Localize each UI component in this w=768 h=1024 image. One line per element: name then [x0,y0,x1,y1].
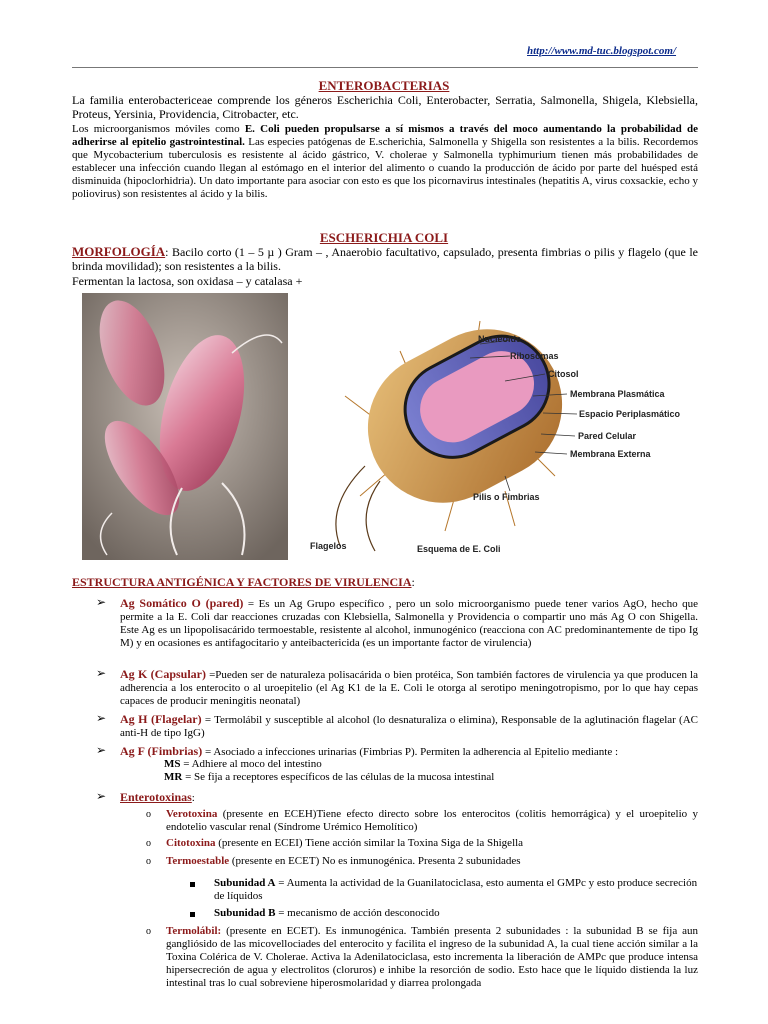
label-espacio-periplasmatico: Espacio Periplasmático [579,409,681,419]
circle-bullet-icon: o [146,926,151,937]
mr-line: MR = Se fija a receptores específicos de las células de la mucosa intestinal [164,771,495,783]
label-ribosomas: Ribosomas [510,351,559,361]
enterobacterias-title: ENTEROBACTERIAS [318,78,450,93]
morfologia-label: MORFOLOGÍA [72,244,166,259]
estructura-antigenica-heading: ESTRUCTURA ANTIGÉNICA Y FACTORES DE VIRULENCIA: [72,575,415,589]
citotoxina-item: Citotoxina (presente en ECEI) Tiene acción similar la Toxina Siga de la Shigella [166,837,524,849]
fermentation-line: Fermentan la lactosa, son oxidasa – y catalasa + [72,274,303,288]
ecoli-schematic-svg [305,296,697,558]
escherichia-coli-title: ESCHERICHIA COLI [319,230,449,245]
circle-bullet-icon: o [146,809,151,820]
termolabil-item: Termolábil: (presente en ECET). Es inmunogénica. También presenta 2 subunidades : la subunidad B se fija aun gangliósido de las micovellociades del enterocito y facilita el ingreso de la subunidad A, la cual tiene acción similar a la Toxina Colérica de V. Cholerae. Activa la Adenilatociclasa, esto incrementa la liberación de AMPc que produce intensa hipersecreción de agua y electrolitos (cloruros) e inhibe la resorción de sodio. Esto hace que le líquido distienda la luz intestinal tras lo cual sobreviene hiperosmolaridad y diarrea prolongada [166,925,698,989]
ecoli-illustration-svg [82,293,288,560]
label-pilis-fimbrias: Pilis o Fimbrias [473,492,540,502]
ecoli-schematic [305,296,697,558]
ag-fimbrias-item: Ag F (Fimbrias) = Asociado a infecciones urinarias (Fimbrias P). Permiten la adherencia al Epitelio mediante : [120,744,619,758]
square-bullet-icon [190,882,195,887]
circle-bullet-icon: o [146,838,151,849]
ms-line: MS = Adhiere al moco del intestino [164,758,322,770]
subunidad-b-item: Subunidad B = mecanismo de acción desconocido [214,907,440,919]
ag-somatico-item: Ag Somático O (pared) = Es un Ag Grupo específico , pero un solo microorganismo puede tener varios AgO, hecho que permite a la E. Coli dar reacciones cruzadas con Klebsiella, Salmonella y Providencia o compartir uno más Ag O con Shigella. Este Ag es un lipopolisacárido termoestable, resistente al alcohol, inmunogénico (reacciona con AC predominantemente de tipo Ig M) y en ocasiones es antifagocitario y anteibactericida (es un importante factor de virulencia) [120,596,698,649]
label-membrana-externa: Membrana Externa [570,449,651,459]
label-citosol: Citosol [548,369,579,379]
label-flagelos: Flagelos [310,541,347,551]
termoestable-item: Termoestable (presente en ECET) No es inmunogénica. Presenta 2 subunidades [166,855,521,867]
morfologia-paragraph: MORFOLOGÍA: Bacilo corto (1 – 5 µ ) Gram – , Anaerobio facultativo, capsulado, presenta fimbrias o pilis y flagelo (que le brinda movilidad); son resistentes a la bilis. [72,244,698,273]
enterobacterias-paragraph-2: Los microorganismos móviles como E. Coli pueden propulsarse a sí mismos a través del moco aumentando la probabilidad de adherirse al epitelio gastrointestinal. Las especies patógenas de E.scherichia, Salmonella y Shigella son resistentes a la bilis. Recordemos que Mycobacterium tuberculosis es resistente al ácido gástrico, V. cholerae y Salmonella typhimurium tienen más probabilidades de establecer una infección cuando llegan al estómago en el interior del alimento o cuando la producción de ácido por parte del huésped está disminuida (hipoclorhidria). Un dato importante para asociar con esto es que los picornavirus intestinales (hepatitis A, virus coxsackie, echo y poliovirus) son resistentes al ácido y la bilis. [72,123,698,200]
blog-url-link[interactable]: http://www.md-tuc.blogspot.com/ [527,45,677,57]
label-esquema: Esquema de E. Coli [417,544,501,554]
label-membrana-plasmatica: Membrana Plasmática [570,389,665,399]
arrow-bullet-icon: ➢ [96,743,107,757]
label-pared-celular: Pared Celular [578,431,637,441]
enterotoxinas-heading: Enterotoxinas: [120,790,195,804]
ecoli-illustration [82,293,288,560]
verotoxina-item: Verotoxina (presente en ECEH)Tiene efecto directo sobre los enterocitos (colitis hemorrágica) y el uroepitelio y endotelio vascular renal (Síndrome Urémico Hemolítico) [166,808,698,833]
ag-capsular-item: Ag K (Capsular) =Pueden ser de naturaleza polisacárida o bien protéica, Son también factores de virulencia ya que producen la adherencia a los enterocito o al uroepitelio (el Ag K1 de la E. Coli le otorga al serotipo meningotropismo, por lo que hay cepas capaces de producir meningitis neonatal) [120,667,698,707]
arrow-bullet-icon: ➢ [96,789,107,803]
label-nucleoide: Nucleoide [478,334,522,344]
enterobacterias-paragraph-1: La familia enterobactericeae comprende los géneros Escherichia Coli, Enterobacter, Serratia, Salmonella, Shigela, Klebsiella, Proteus, Yersinia, Providencia, Citrobacter, etc. [72,93,698,121]
header-divider [72,67,698,68]
square-bullet-icon [190,912,195,917]
circle-bullet-icon: o [146,856,151,867]
arrow-bullet-icon: ➢ [96,711,107,725]
arrow-bullet-icon: ➢ [96,666,107,680]
arrow-bullet-icon: ➢ [96,595,107,609]
ag-flagelar-item: Ag H (Flagelar) = Termolábil y susceptible al alcohol (lo desnaturaliza o elimina), Responsable de la aglutinación flagelar (AC anti-H de tipo IgG) [120,712,699,739]
subunidad-a-item: Subunidad A = Aumenta la actividad de la Guanilatociclasa, esto aumenta el GMPc y esto produce secreción de líquidos [214,877,698,902]
